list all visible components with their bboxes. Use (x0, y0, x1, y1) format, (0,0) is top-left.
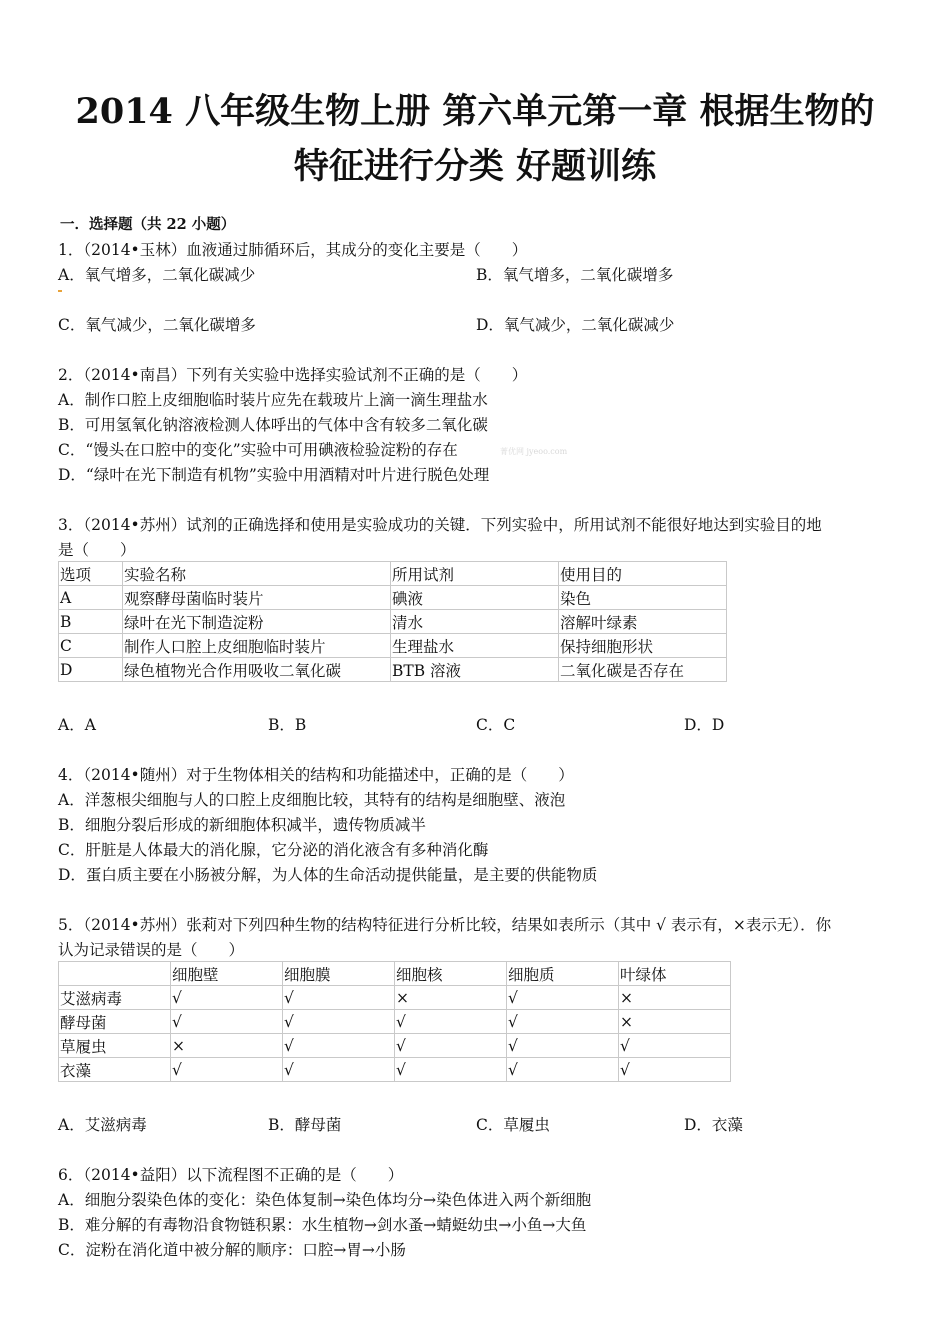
q4-option-d: D．蛋白质主要在小肠被分解，为人体的生命活动提供能量，是主要的供能物质 (58, 866, 598, 884)
table-cell: 二氧化碳是否存在 (559, 658, 727, 682)
q6-option-c: C．淀粉在消化道中被分解的顺序：口腔→胃→小肠 (58, 1241, 406, 1259)
document-title (0, 84, 950, 194)
q5-stem-line-1: 5．（2014•苏州）张莉对下列四种生物的结构特征进行分析比较，结果如表所示（其中 √ 表示有，×表示无）．你 (58, 916, 832, 934)
q5-option-c: C．草履虫 (476, 1116, 550, 1134)
table-cell: BTB 溶液 (391, 658, 559, 682)
q2-stem: 2．（2014•南昌）下列有关实验中选择实验试剂不正确的是（ ） (58, 366, 528, 384)
table-row (59, 658, 727, 682)
table-cell: D (59, 658, 123, 682)
table-header-cell: 所用试剂 (391, 562, 559, 586)
q1-option-b: B．氧气增多，二氧化碳增多 (476, 266, 674, 284)
q3-option-c: C．C (476, 716, 516, 734)
table-header-row (59, 962, 731, 986)
table-header-cell: 细胞质 (507, 962, 619, 986)
table-cell: √ (507, 986, 619, 1010)
table-cell: √ (507, 1010, 619, 1034)
table-header-cell: 细胞膜 (283, 962, 395, 986)
table-row (59, 1010, 731, 1034)
table-row (59, 986, 731, 1010)
q4-option-c: C．肝脏是人体最大的消化腺，它分泌的消化液含有多种消化酶 (58, 841, 489, 859)
table-cell: √ (283, 986, 395, 1010)
table-cell: 酵母菌 (59, 1010, 171, 1034)
table-cell: C (59, 634, 123, 658)
cursor-mark (58, 290, 62, 292)
table-cell: √ (283, 1010, 395, 1034)
table-cell: √ (395, 1058, 507, 1082)
table-cell: B (59, 610, 123, 634)
q4-option-a: A．洋葱根尖细胞与人的口腔上皮细胞比较，其特有的结构是细胞壁、液泡 (58, 791, 566, 809)
q5-option-b: B．酵母菌 (268, 1116, 342, 1134)
q2-option-c: C．“馒头在口腔中的变化”实验中可用碘液检验淀粉的存在 (58, 441, 458, 459)
table-header-row (59, 562, 727, 586)
table-cell: √ (171, 1058, 283, 1082)
q1-option-a: A．氧气增多，二氧化碳减少 (58, 266, 256, 284)
watermark: 菁优网 jyeoo.com (500, 447, 568, 456)
q1-option-d: D．氧气减少，二氧化碳减少 (476, 316, 675, 334)
q2-option-a: A．制作口腔上皮细胞临时装片应先在载玻片上滴一滴生理盐水 (58, 391, 488, 409)
q2-option-d: D．“绿叶在光下制造有机物”实验中用酒精对叶片进行脱色处理 (58, 466, 490, 484)
q5-stem-line-2: 认为记录错误的是（ ） (58, 941, 245, 959)
q4-stem: 4．（2014•随州）对于生物体相关的结构和功能描述中，正确的是（ ） (58, 766, 574, 784)
table-cell: 绿色植物光合作用吸收二氧化碳 (123, 658, 391, 682)
table-cell: × (395, 986, 507, 1010)
title-line-2: 特征进行分类 好题训练 (293, 146, 657, 187)
q1-stem: 1．（2014•玉林）血液通过肺循环后，其成分的变化主要是（ ） (58, 241, 528, 259)
table-header-cell: 实验名称 (123, 562, 391, 586)
table-cell: × (619, 986, 731, 1010)
q2-option-b: B．可用氢氧化钠溶液检测人体呼出的气体中含有较多二氧化碳 (58, 416, 488, 434)
table-header-cell: 叶绿体 (619, 962, 731, 986)
table-cell: 碘液 (391, 586, 559, 610)
table-cell: A (59, 586, 123, 610)
q1-option-c: C．氧气减少，二氧化碳增多 (58, 316, 256, 334)
table-header-cell: 使用目的 (559, 562, 727, 586)
table-cell: 生理盐水 (391, 634, 559, 658)
table-cell: 制作人口腔上皮细胞临时装片 (123, 634, 391, 658)
q5-table (58, 961, 731, 1082)
table-cell: √ (619, 1058, 731, 1082)
table-cell: 草履虫 (59, 1034, 171, 1058)
table-row (59, 1058, 731, 1082)
title-line-1: 2014 八年级生物上册 第六单元第一章 根据生物的 (75, 91, 875, 132)
q6-option-a: A．细胞分裂染色体的变化：染色体复制→染色体均分→染色体进入两个新细胞 (58, 1191, 592, 1209)
table-cell: √ (507, 1034, 619, 1058)
table-cell: × (171, 1034, 283, 1058)
table-cell: 观察酵母菌临时装片 (123, 586, 391, 610)
table-cell: 溶解叶绿素 (559, 610, 727, 634)
table-row (59, 586, 727, 610)
table-cell: √ (283, 1058, 395, 1082)
table-cell: 清水 (391, 610, 559, 634)
table-header-cell: 选项 (59, 562, 123, 586)
table-cell: √ (283, 1034, 395, 1058)
q5-option-a: A．艾滋病毒 (58, 1116, 147, 1134)
table-cell: × (619, 1010, 731, 1034)
table-row (59, 1034, 731, 1058)
q3-stem-line-1: 3．（2014•苏州）试剂的正确选择和使用是实验成功的关键．下列实验中，所用试剂不能很好地达到实验目的地 (58, 516, 822, 534)
q3-option-a: A．A (58, 716, 96, 734)
table-cell: 染色 (559, 586, 727, 610)
table-cell: √ (171, 986, 283, 1010)
q4-option-b: B．细胞分裂后形成的新细胞体积减半，遗传物质减半 (58, 816, 426, 834)
table-cell: √ (507, 1058, 619, 1082)
q5-option-d: D．衣藻 (684, 1116, 743, 1134)
table-row (59, 634, 727, 658)
table-header-cell: 细胞壁 (171, 962, 283, 986)
q6-option-b: B．难分解的有毒物沿食物链积累：水生植物→剑水蚤→蜻蜓幼虫→小鱼→大鱼 (58, 1216, 587, 1234)
table-header-cell (59, 962, 171, 986)
table-cell: 衣藻 (59, 1058, 171, 1082)
table-cell: 艾滋病毒 (59, 986, 171, 1010)
q3-stem-line-2: 是（ ） (58, 541, 136, 559)
table-cell: 保持细胞形状 (559, 634, 727, 658)
section-heading: 一．选择题（共 22 小题） (60, 216, 236, 233)
table-cell: √ (619, 1034, 731, 1058)
table-cell: √ (395, 1010, 507, 1034)
table-header-cell: 细胞核 (395, 962, 507, 986)
table-cell: √ (171, 1010, 283, 1034)
table-cell: √ (395, 1034, 507, 1058)
table-row (59, 610, 727, 634)
table-cell: 绿叶在光下制造淀粉 (123, 610, 391, 634)
q3-option-d: D．D (684, 716, 725, 734)
q6-stem: 6．（2014•益阳）以下流程图不正确的是（ ） (58, 1166, 404, 1184)
q3-option-b: B．B (268, 716, 307, 734)
q3-table (58, 561, 727, 682)
